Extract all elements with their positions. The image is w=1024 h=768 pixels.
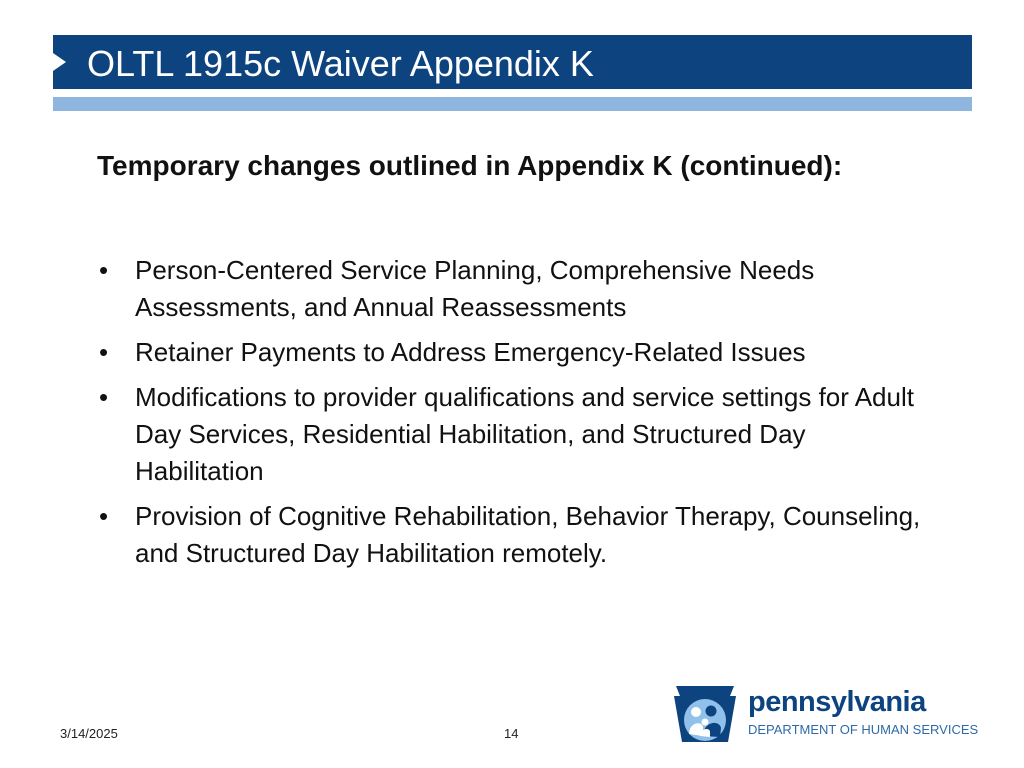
- pa-dhs-logo: [672, 684, 982, 748]
- bullet-icon: •: [99, 255, 109, 285]
- bullet-text: Retainer Payments to Address Emergency-Related Issues: [135, 337, 806, 367]
- bullet-icon: •: [99, 337, 109, 367]
- logo-department: DEPARTMENT OF HUMAN SERVICES: [748, 722, 979, 737]
- bullet-item: [97, 498, 937, 572]
- keystone-family-icon: [672, 684, 738, 746]
- bullet-list: [97, 252, 937, 580]
- slide-heading: Temporary changes outlined in Appendix K (continued):: [97, 150, 843, 181]
- bullet-icon: •: [99, 382, 109, 412]
- logo-wordmark: pennsylvania: [748, 686, 926, 718]
- accent-bar: [53, 97, 972, 111]
- slide-title: OLTL 1915c Waiver Appendix K: [87, 43, 594, 84]
- bullet-text: Modifications to provider qualifications and service settings for Adult Day Services, Residential Habilitation, and Structured Day Habilitation: [135, 382, 914, 486]
- footer-page-number: 14: [504, 726, 519, 741]
- title-arrow-icon: [53, 53, 66, 71]
- bullet-item: [97, 334, 937, 371]
- bullet-item: [97, 379, 937, 490]
- bullet-text: Provision of Cognitive Rehabilitation, Behavior Therapy, Counseling, and Structured Day Habilitation remotely.: [135, 501, 921, 568]
- bullet-icon: •: [99, 501, 109, 531]
- bullet-item: [97, 252, 937, 326]
- footer-date: 3/14/2025: [60, 726, 118, 741]
- bullet-text: Person-Centered Service Planning, Comprehensive Needs Assessments, and Annual Reassessments: [135, 255, 815, 322]
